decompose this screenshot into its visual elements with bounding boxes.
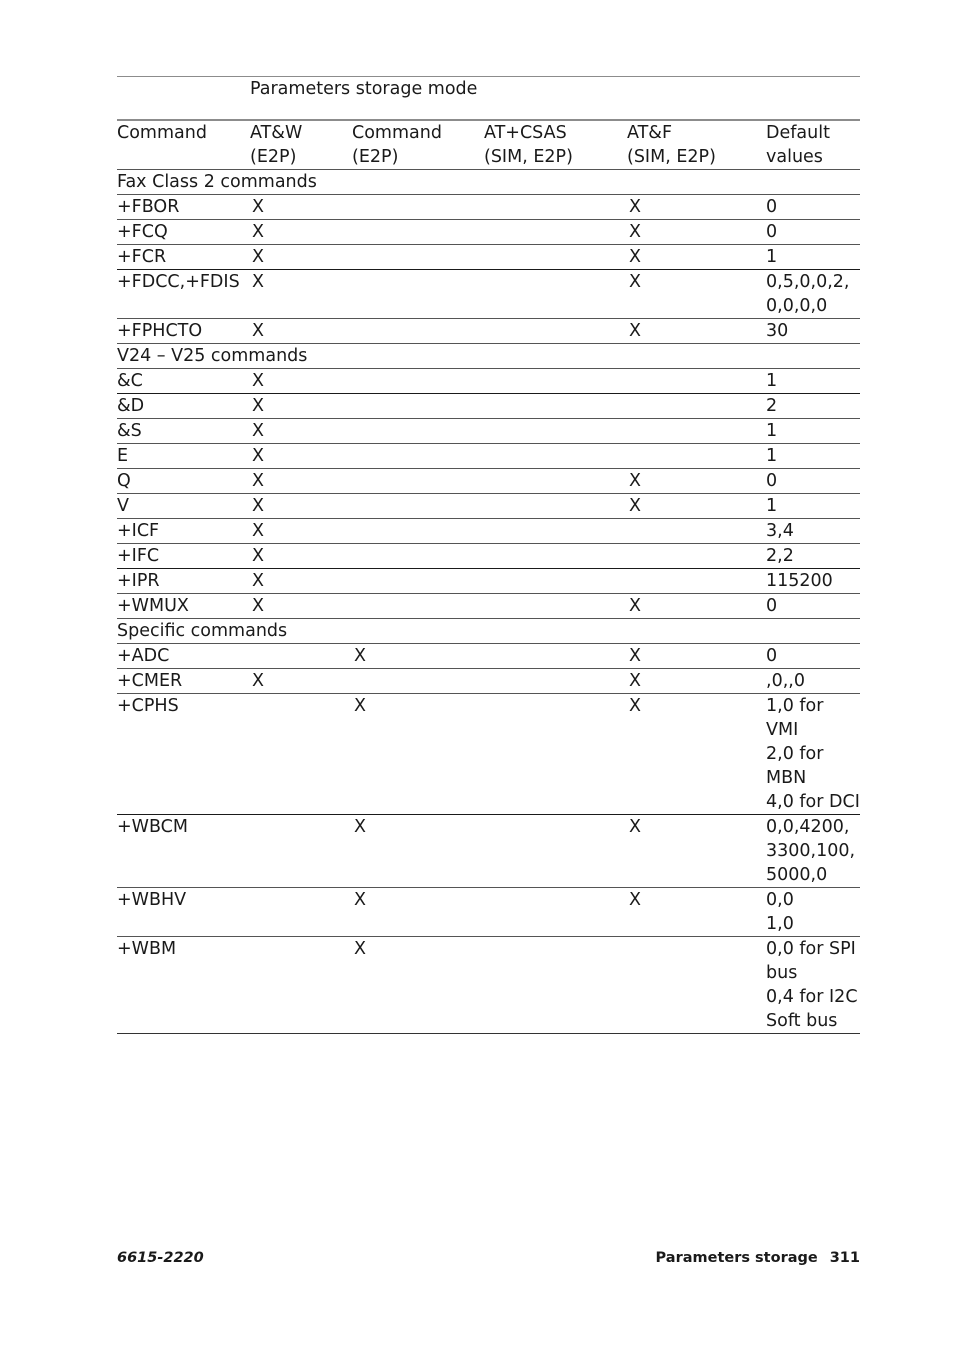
section-header-row: [117, 344, 860, 369]
cell-atf: [627, 569, 766, 594]
cell-atf: [627, 937, 766, 1034]
cell-command-e2p: X: [352, 694, 484, 815]
cell-command-e2p: X: [352, 888, 484, 937]
column-header-command-e2p: Command (E2P): [352, 120, 484, 170]
cell-atcsas: [484, 669, 627, 694]
cell-atf: X: [627, 319, 766, 344]
cell-default-value: 0,0 1,0: [766, 888, 860, 937]
cell-atcsas: [484, 444, 627, 469]
cell-atcsas: [484, 815, 627, 888]
table-row: [117, 444, 860, 469]
footer-section-title: Parameters storage: [655, 1250, 818, 1266]
table-row: [117, 644, 860, 669]
cell-atw: X: [250, 669, 352, 694]
column-header-command: Command: [117, 120, 250, 170]
cell-atw: [250, 815, 352, 888]
cell-atf: X: [627, 669, 766, 694]
cell-command: E: [117, 444, 250, 469]
cell-default-value: 0: [766, 644, 860, 669]
section-header-row: [117, 619, 860, 644]
cell-atw: [250, 937, 352, 1034]
column-header-atw: AT&W (E2P): [250, 120, 352, 170]
table-row: [117, 494, 860, 519]
cell-command-e2p: [352, 544, 484, 569]
cell-default-value: 1: [766, 419, 860, 444]
cell-atcsas: [484, 519, 627, 544]
cell-atcsas: [484, 319, 627, 344]
cell-command-e2p: [352, 594, 484, 619]
cell-command-e2p: X: [352, 815, 484, 888]
cell-atcsas: [484, 544, 627, 569]
cell-atw: [250, 694, 352, 815]
table-row: [117, 469, 860, 494]
table-row: [117, 669, 860, 694]
footer-right: [656, 1250, 860, 1266]
cell-command: +ICF: [117, 519, 250, 544]
cell-default-value: 0: [766, 469, 860, 494]
cell-atw: X: [250, 519, 352, 544]
cell-command: +IPR: [117, 569, 250, 594]
cell-atw: X: [250, 469, 352, 494]
table-row: [117, 937, 860, 1034]
cell-command-e2p: X: [352, 644, 484, 669]
cell-command-e2p: [352, 519, 484, 544]
document-number: 6615-2220: [117, 1250, 204, 1266]
table-row: [117, 544, 860, 569]
section-header-row: [117, 170, 860, 195]
table-row: [117, 888, 860, 937]
cell-command-e2p: [352, 469, 484, 494]
cell-default-value: 1: [766, 245, 860, 270]
section-title: Specific commands: [117, 619, 860, 644]
cell-command: +FCQ: [117, 220, 250, 245]
cell-default-value: 1,0 for VMI 2,0 for MBN 4,0 for DCI: [766, 694, 860, 815]
cell-command: +FBOR: [117, 195, 250, 220]
cell-atf: X: [627, 469, 766, 494]
cell-default-value: 0,0,4200, 3300,100, 5000,0: [766, 815, 860, 888]
cell-atw: X: [250, 245, 352, 270]
cell-atw: X: [250, 544, 352, 569]
cell-command-e2p: [352, 245, 484, 270]
cell-default-value: 1: [766, 444, 860, 469]
cell-atw: [250, 644, 352, 669]
cell-default-value: 3,4: [766, 519, 860, 544]
cell-atf: [627, 544, 766, 569]
cell-atcsas: [484, 469, 627, 494]
cell-atcsas: [484, 694, 627, 815]
cell-atcsas: [484, 937, 627, 1034]
table-row: [117, 245, 860, 270]
cell-default-value: 0,5,0,0,2, 0,0,0,0: [766, 270, 860, 319]
cell-atcsas: [484, 569, 627, 594]
cell-command: &D: [117, 394, 250, 419]
cell-command-e2p: [352, 419, 484, 444]
section-title: V24 – V25 commands: [117, 344, 860, 369]
cell-command: +IFC: [117, 544, 250, 569]
cell-atf: [627, 394, 766, 419]
cell-atf: X: [627, 245, 766, 270]
cell-atf: X: [627, 494, 766, 519]
cell-atf: [627, 444, 766, 469]
cell-atw: X: [250, 195, 352, 220]
cell-command: +FPHCTO: [117, 319, 250, 344]
cell-default-value: 2: [766, 394, 860, 419]
column-header-row: [117, 120, 860, 170]
cell-default-value: ,0,,0: [766, 669, 860, 694]
column-header-default-values: Default values: [766, 120, 860, 170]
cell-atw: X: [250, 594, 352, 619]
cell-command: &C: [117, 369, 250, 394]
table-row: [117, 569, 860, 594]
cell-command: +CPHS: [117, 694, 250, 815]
cell-default-value: 1: [766, 494, 860, 519]
table-row: [117, 369, 860, 394]
cell-atf: X: [627, 694, 766, 815]
cell-command: +WMUX: [117, 594, 250, 619]
cell-atcsas: [484, 494, 627, 519]
cell-command-e2p: [352, 394, 484, 419]
table-row: [117, 270, 860, 319]
cell-default-value: 0: [766, 220, 860, 245]
cell-atw: X: [250, 569, 352, 594]
section-title: Fax Class 2 commands: [117, 170, 860, 195]
cell-command: +WBM: [117, 937, 250, 1034]
cell-default-value: 30: [766, 319, 860, 344]
cell-default-value: 1: [766, 369, 860, 394]
cell-command: +FDCC,+FDIS: [117, 270, 250, 319]
super-header: Parameters storage mode: [250, 79, 478, 99]
cell-command: V: [117, 494, 250, 519]
table-row: [117, 319, 860, 344]
table-row: [117, 419, 860, 444]
cell-atf: X: [627, 270, 766, 319]
cell-atf: X: [627, 815, 766, 888]
cell-atw: [250, 888, 352, 937]
cell-atcsas: [484, 245, 627, 270]
cell-atw: X: [250, 220, 352, 245]
table-body: [117, 170, 860, 1034]
cell-atw: X: [250, 270, 352, 319]
cell-command-e2p: [352, 220, 484, 245]
cell-command: +CMER: [117, 669, 250, 694]
cell-atw: X: [250, 394, 352, 419]
table-row: [117, 594, 860, 619]
cell-default-value: 2,2: [766, 544, 860, 569]
cell-atf: X: [627, 195, 766, 220]
table-row: [117, 519, 860, 544]
cell-default-value: 115200: [766, 569, 860, 594]
cell-command-e2p: [352, 319, 484, 344]
cell-atw: X: [250, 319, 352, 344]
table-row: [117, 394, 860, 419]
cell-atcsas: [484, 419, 627, 444]
column-header-atf: AT&F (SIM, E2P): [627, 120, 766, 170]
table-row: [117, 220, 860, 245]
cell-command-e2p: [352, 569, 484, 594]
cell-atcsas: [484, 644, 627, 669]
cell-atf: X: [627, 594, 766, 619]
table-row: [117, 195, 860, 220]
cell-command-e2p: [352, 444, 484, 469]
cell-command-e2p: [352, 369, 484, 394]
page-number: 311: [829, 1250, 860, 1266]
parameters-storage-table: [117, 76, 860, 1034]
cell-atcsas: [484, 270, 627, 319]
cell-atf: [627, 519, 766, 544]
cell-default-value: 0: [766, 594, 860, 619]
cell-command-e2p: [352, 195, 484, 220]
cell-atf: X: [627, 220, 766, 245]
cell-default-value: 0: [766, 195, 860, 220]
cell-command: &S: [117, 419, 250, 444]
table-row: [117, 815, 860, 888]
cell-atcsas: [484, 369, 627, 394]
cell-command-e2p: X: [352, 937, 484, 1034]
cell-atf: [627, 419, 766, 444]
cell-command-e2p: [352, 669, 484, 694]
cell-default-value: 0,0 for SPI bus 0,4 for I2C Soft bus: [766, 937, 860, 1034]
cell-command: Q: [117, 469, 250, 494]
super-header-row: [117, 77, 860, 121]
cell-atcsas: [484, 594, 627, 619]
cell-atcsas: [484, 195, 627, 220]
cell-command-e2p: [352, 270, 484, 319]
cell-command-e2p: [352, 494, 484, 519]
cell-atcsas: [484, 888, 627, 937]
cell-atw: X: [250, 494, 352, 519]
cell-command: +FCR: [117, 245, 250, 270]
cell-atf: X: [627, 888, 766, 937]
cell-atf: X: [627, 644, 766, 669]
cell-atw: X: [250, 369, 352, 394]
cell-atcsas: [484, 394, 627, 419]
column-header-atcsas: AT+CSAS (SIM, E2P): [484, 120, 627, 170]
cell-command: +ADC: [117, 644, 250, 669]
cell-command: +WBHV: [117, 888, 250, 937]
cell-atw: X: [250, 419, 352, 444]
cell-command: +WBCM: [117, 815, 250, 888]
cell-atw: X: [250, 444, 352, 469]
cell-atf: [627, 369, 766, 394]
table-row: [117, 694, 860, 815]
cell-atcsas: [484, 220, 627, 245]
